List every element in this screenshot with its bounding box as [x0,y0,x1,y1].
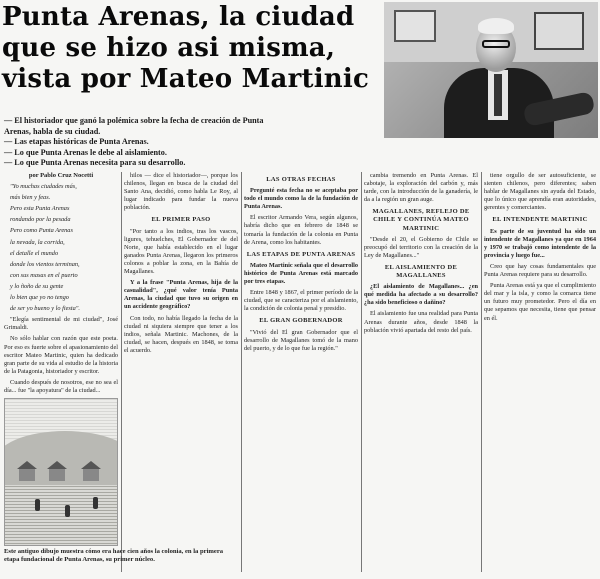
verse-line: la nevada, la corrida, [10,238,65,246]
photo-tie [494,74,502,116]
paragraph: Creo que hay cosas fundamentales que Punta Arenas requiere para su desarrollo. [484,262,596,279]
column-5 [484,172,596,572]
paragraph: Entre 1848 y 1867, el primer período de la ciudad, que se caracteriza por el aislamiento, la condición de colonia penal y presidio. [244,289,358,313]
paragraph: Cuando después de nosotros, ese no sea el día... fue "la apoyatura" de la ciudad... [4,378,118,394]
question-paragraph: Es parte de su juventud ha sido un intendente de Magallanes ya que en 1964 y 1970 se trabajó como intendente de la provincia y luego fue... [484,227,596,259]
question-paragraph: Mateo Martinic señala que el desarrollo histórico de Punta Arenas está marcado por tres etapas. [244,261,358,286]
photo-glasses [482,40,510,48]
engraving-figure [65,505,70,517]
column-divider [481,172,482,572]
summary-bullet: Arenas, habla de su ciudad. [4,126,101,136]
section-heading: LAS OTRAS FECHAS [266,176,336,183]
column-divider [121,172,122,572]
section-heading: EL AISLAMIENTO DE MAGALLANES [384,263,458,280]
headline-line-2: que se hizo asi misma, [2,33,336,63]
paragraph: "Vivió del El gran Gobernador que el desarrollo de Magallanes tomó de la mano del puerto, y de lo que fue la región." [244,328,358,352]
paragraph: El aislamiento fue una realidad para Punta Arenas durante años, desde 1848 la población vivió apartada del resto del país. [364,310,478,334]
section-heading: MAGALLANES, REFLEJO DE CHILE Y CONTINÚA MATEO MARTINIC [372,208,470,232]
verse-line: de ser yo bueno y lo fiesta". [10,305,80,313]
headline [2,2,382,95]
engraving-figure [35,499,40,511]
section-heading: LAS ETAPAS DE PUNTA ARENAS [246,250,356,258]
section-heading: EL INTENDENTE MARTINIC [492,216,588,224]
paragraph: El escritor Armando Vera, según algunos, habría dicho que en febrero de 1848 se tomaría la fundación de la colonia en Punta de Arena, como los habitantes. [244,214,358,246]
question-paragraph: Y a la frase "Punta Arenas, hija de la casualidad", ¿qué valor tenía Punta Arenas, la ciudad que tuvo su origen en un accidente geográfico? [124,279,238,311]
headline-line-1: Punta Arenas, la ciudad [2,2,355,32]
engraving-caption: Este antiguo dibujo muestra cómo era hace cien años la colonia, en la primera etapa fundacional de Punta Arenas, su primer núcleo. [4,548,224,564]
verse-line: más bien y feas. [10,194,51,202]
column-2 [124,172,238,572]
column-divider [361,172,362,572]
column-4 [364,172,478,572]
verse-line: donde los vientos terminan, [10,260,80,268]
summary-bullet: — Las etapas históricas de Punta Arenas. [4,137,149,146]
verse-line: con sus masas en el puerto [10,271,78,279]
column-divider [241,172,242,572]
paragraph: cambia tremendo en Punta Arenas. El cabotaje, la exploración del carbón y, más tarde, con la introducción de la ganadería, le da a la región un gran auge. [364,172,478,204]
verse-line: y lo ñoño de su gente [10,282,64,290]
paragraph: "Desde el 20, el Gobierno de Chile se preocupó del territorio con la creación de la Ley de Magallanes..." [364,235,478,259]
verse-line: Pero esta Punta Arenas [10,205,70,213]
verse-line: lo bien que yo no tengo [10,294,69,302]
byline: por Pablo Cruz Nocetti [28,172,94,179]
column-3 [244,172,358,572]
paragraph: Punta Arenas está ya que el cumplimiento del mar y la isla, y como la comarca tiene un futuro muy prometedor. Pero el día en que sepamos que necesita, tiene que pensar en él. [484,282,596,322]
engraving-house [83,469,99,481]
verse-line: el detalle el mundo [10,249,59,257]
verse-line: Pero como Punta Arenas [10,227,73,235]
section-heading: EL GRAN GOBERNADOR [259,317,343,325]
summary-bullet: — El historiador que ganó la polémica sobre la fecha de creación de Punta [4,116,264,125]
engraving-ground [5,485,118,546]
paragraph: Con todo, no había llegado la fecha de la ciudad ni siquiera siempre que tener a los indios, señala Martinic. Machones, de la ciudad, se hacen, después en 1848, se toma el acuerdo. [124,314,238,354]
summary-bullets [4,116,384,169]
portrait-photo [384,2,598,138]
photo-hair [478,18,514,34]
section-heading: EL PRIMER PASO [151,216,211,224]
verse-line: rondando por la pesada [10,216,71,224]
paragraph: "Por tanto a los indios, tras los vascos, ligures, tehuelches, El Gobernador de del Norte, que había establecido en el lugar ganados Punta Arenas, llegaron los primeros colonos a poblar la zona, en la Bahía de Magallanes. [124,227,238,276]
engraving-house [19,469,35,481]
headline-line-3: vista por Mateo Martinic [2,64,369,94]
paragraph: No sólo hablar con razón que este poeta. Por eso es fuerte sobre el apasionamiento del escritor Mateo Martinic, quien ha dedicado gran parte de su vida al estudio de la historia de la Patagonia, historiador y escritor. [4,335,118,375]
historical-engraving [4,398,118,546]
verse-attribution: "Elegía sentimental de mi ciudad", José Grimaldi. [4,316,118,332]
column-1 [4,172,118,402]
engraving-figure [93,497,98,509]
photo-wall-frame [394,10,436,42]
photo-wall-frame [534,12,584,50]
question-paragraph: ¿El aislamiento de Magallanes... ¿en qué medida ha afectado a su desarrollo? ¿ha sido beneficioso o dañino? [364,283,478,307]
paragraph: tiene orgullo de ser autosuficiente, se sienten chilenos, pero diferentes; saben hablar de Magallanes sin ayuda del Estado, que lo único que aprendía eran autoridades, gerentes y comerciantes. [484,172,596,212]
paragraph: hilos — dice el historiador—, porque los chilenos, llegan en busca de la ciudad del Santo Ana, decidió, como habla Le Roy, al lugar indicado para fundar la nueva población. [124,172,238,212]
question-paragraph: Pregunté esta fecha no se aceptaba por todo el mundo como la de la fundación de Punta Arenas. [244,187,358,211]
engraving-house [49,469,65,481]
verse-line: "Yo muchas ciudades más, [10,183,77,191]
summary-bullet: — Lo que Punta Arenas le debe al aislamiento. [4,147,167,157]
summary-bullet: — Lo que Punta Arenas necesita para su desarrollo. [4,158,186,167]
